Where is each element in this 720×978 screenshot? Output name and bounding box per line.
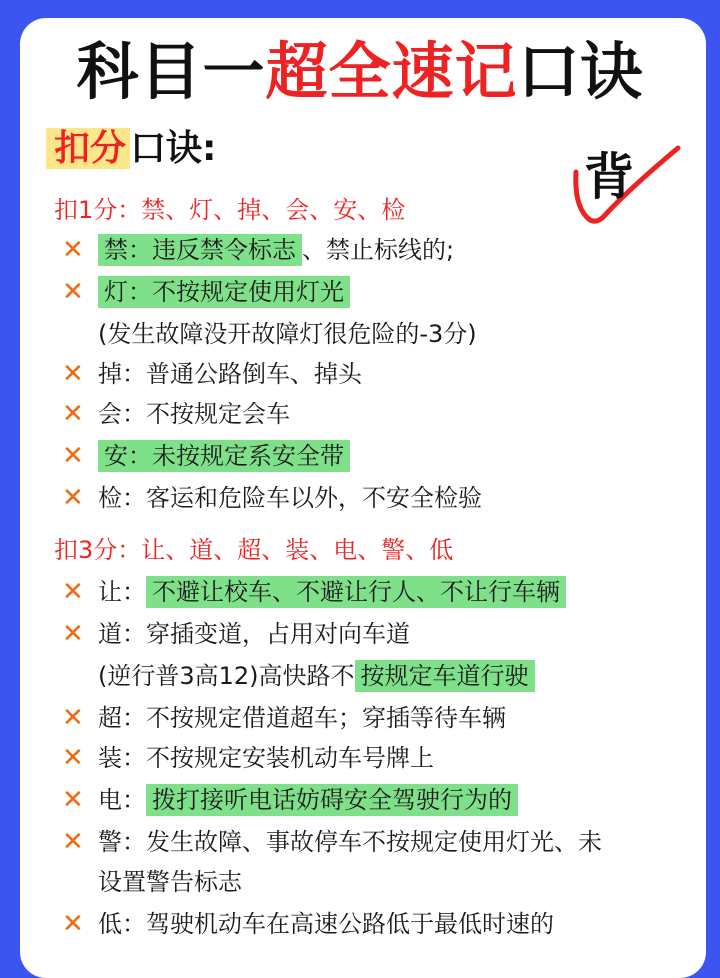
title-part-2: 超全速记 xyxy=(265,35,518,108)
item-text: 电： xyxy=(98,786,146,814)
stamp-text: 背 xyxy=(584,148,634,206)
highlighted-text: 拨打接听电话妨碍安全驾驶行为的 xyxy=(146,784,518,816)
highlighted-text: 安：未按规定系安全带 xyxy=(98,440,350,472)
list-item xyxy=(62,478,482,518)
list-item xyxy=(62,614,410,654)
cross-icon: ✕ xyxy=(62,441,84,471)
subheading-tail: 口诀: xyxy=(130,128,217,169)
cross-icon: ✕ xyxy=(62,827,84,857)
cross-icon: ✕ xyxy=(62,785,84,815)
list-item xyxy=(62,780,518,820)
list-item-continuation: (发生故障没开故障灯很危险的-3分) xyxy=(98,320,477,348)
list-item xyxy=(62,272,350,312)
cross-icon: ✕ xyxy=(62,703,84,733)
list-item xyxy=(62,354,362,394)
cross-icon: ✕ xyxy=(62,277,84,307)
cross-icon: ✕ xyxy=(62,743,84,773)
list-item xyxy=(62,822,602,862)
item-text: 道：穿插变道，占用对向车道 xyxy=(98,620,410,648)
list-item-continuation: 设置警告标志 xyxy=(98,868,242,896)
item-text: 装：不按规定安装机动车号牌上 xyxy=(98,744,434,772)
highlighted-text: 禁：违反禁令标志 xyxy=(98,234,302,266)
title-part-1: 科目一 xyxy=(76,35,266,108)
page-title xyxy=(0,36,720,108)
item-text: (逆行普3高12)高快路不 xyxy=(98,662,355,690)
item-text: 让： xyxy=(98,578,146,606)
list-item xyxy=(62,436,350,476)
item-text: 、禁止标线的; xyxy=(302,236,455,264)
bei-stamp-icon xyxy=(568,128,688,228)
item-text: 超：不按规定借道超车；穿插等待车辆 xyxy=(98,704,506,732)
section-1-header: 扣1分：禁、灯、掉、会、安、检 xyxy=(54,196,406,224)
cross-icon: ✕ xyxy=(62,577,84,607)
subheading xyxy=(46,124,216,174)
highlighted-text: 按规定车道行驶 xyxy=(355,660,535,692)
cross-icon: ✕ xyxy=(62,619,84,649)
item-text: 检：客运和危险车以外，不安全检验 xyxy=(98,484,482,512)
list-item xyxy=(62,394,290,434)
list-item xyxy=(62,230,454,270)
list-item-continuation xyxy=(98,656,535,696)
list-item xyxy=(62,904,554,944)
item-text: 警：发生故障、事故停车不按规定使用灯光、未 xyxy=(98,828,602,856)
highlighted-text: 灯：不按规定使用灯光 xyxy=(98,276,350,308)
highlighted-text: 不避让校车、不避让行人、不让行车辆 xyxy=(146,576,566,608)
item-text: 低：驾驶机动车在高速公路低于最低时速的 xyxy=(98,910,554,938)
cross-icon: ✕ xyxy=(62,235,84,265)
cross-icon: ✕ xyxy=(62,359,84,389)
title-part-3: 口诀 xyxy=(517,35,644,108)
list-item xyxy=(62,698,506,738)
item-text: 会：不按规定会车 xyxy=(98,400,290,428)
section-2-header: 扣3分：让、道、超、装、电、警、低 xyxy=(54,536,454,564)
item-text: 掉：普通公路倒车、掉头 xyxy=(98,360,362,388)
subheading-highlight: 扣分 xyxy=(46,128,130,169)
list-item xyxy=(62,572,566,612)
list-item xyxy=(62,738,434,778)
cross-icon: ✕ xyxy=(62,483,84,513)
cross-icon: ✕ xyxy=(62,399,84,429)
cross-icon: ✕ xyxy=(62,909,84,939)
